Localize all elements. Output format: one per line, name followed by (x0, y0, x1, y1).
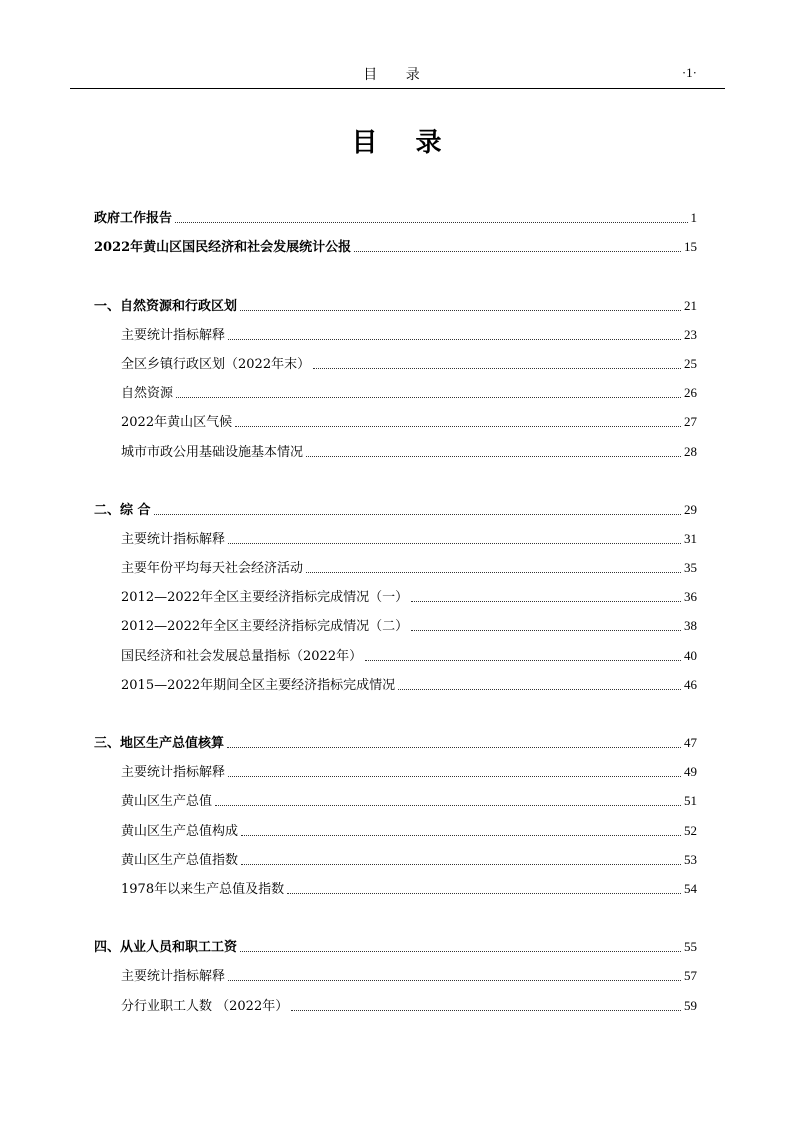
toc-entry-page-number: 55 (684, 939, 697, 955)
dot-leader (411, 629, 681, 631)
toc-entry-label: 全区乡镇行政区划（2022年末） (121, 356, 311, 372)
toc-entry-label: 分行业职工人数 （2022年） (121, 998, 289, 1014)
toc-entry-page-number: 28 (684, 443, 697, 459)
toc-entry[interactable] (94, 751, 697, 780)
dot-leader (306, 571, 681, 573)
dot-leader (241, 834, 681, 836)
toc-entry-label: 主要统计指标解释 (121, 531, 226, 547)
toc-entry[interactable] (94, 955, 697, 984)
toc-entry-label: 黄山区生产总值 (121, 794, 213, 810)
toc-entry[interactable] (94, 401, 697, 430)
toc-entry[interactable] (94, 576, 697, 605)
toc-entry-label: 二、综 合 (94, 502, 151, 518)
toc-entry-label: 黄山区生产总值指数 (121, 852, 239, 868)
toc-entry[interactable] (94, 314, 697, 343)
toc-entry-label: 四、从业人员和职工工资 (94, 940, 238, 956)
table-of-contents (94, 197, 697, 1014)
toc-entry-label: 2015—2022年期间全区主要经济指标完成情况 (121, 677, 396, 693)
toc-entry[interactable] (94, 664, 697, 693)
toc-entry-label: 国民经济和社会发展总量指标（2022年） (121, 648, 363, 664)
dot-leader (365, 659, 681, 661)
toc-entry-label: 2022年黄山区气候 (121, 415, 233, 431)
toc-entry[interactable] (94, 343, 697, 372)
toc-entry[interactable] (94, 868, 697, 897)
toc-entry[interactable] (94, 984, 697, 1013)
toc-entry-page-number: 35 (684, 560, 697, 576)
toc-entry-label: 主要统计指标解释 (121, 969, 226, 985)
toc-entry-label: 黄山区生产总值构成 (121, 823, 239, 839)
dot-leader (354, 250, 681, 252)
toc-entry-page-number: 47 (684, 735, 697, 750)
toc-section-entry[interactable] (94, 226, 697, 255)
dot-leader (227, 746, 681, 748)
toc-entry-label: 1978年以来生产总值及指数 (121, 881, 285, 897)
toc-entry-page-number: 59 (684, 997, 697, 1013)
dot-leader (287, 892, 681, 894)
toc-entry[interactable] (94, 430, 697, 459)
dot-leader (228, 775, 681, 777)
toc-entry-page-number: 31 (684, 530, 697, 546)
toc-entry-page-number: 49 (684, 764, 697, 780)
toc-entry-page-number: 57 (684, 968, 697, 984)
dot-leader (228, 338, 681, 340)
toc-entry-page-number: 29 (684, 501, 697, 517)
toc-entry-label: 2012—2022年全区主要经济指标完成情况（二） (121, 619, 409, 635)
dot-leader (228, 542, 681, 544)
toc-entry[interactable] (94, 372, 697, 401)
toc-entry-label: 2012—2022年全区主要经济指标完成情况（一） (121, 590, 409, 606)
dot-leader (228, 979, 681, 981)
toc-entry-page-number: 52 (684, 822, 697, 838)
running-title: 目 录 (363, 67, 432, 83)
toc-section-entry[interactable] (94, 197, 697, 226)
dot-leader (176, 396, 681, 398)
toc-entry-page-number: 25 (684, 355, 697, 371)
toc-section-entry[interactable] (94, 489, 697, 518)
toc-entry[interactable] (94, 839, 697, 868)
toc-entry-label: 自然资源 (121, 386, 174, 402)
toc-entry-label: 一、自然资源和行政区划 (94, 298, 238, 314)
page-number: ·1· (681, 65, 697, 80)
toc-entry[interactable] (94, 518, 697, 547)
dot-leader (411, 600, 681, 602)
toc-entry[interactable] (94, 634, 697, 663)
toc-entry-page-number: 1 (690, 210, 697, 226)
toc-section-entry[interactable] (94, 284, 697, 313)
dot-leader (398, 688, 681, 690)
toc-entry-label: 主要年份平均每天社会经济活动 (121, 561, 304, 577)
toc-entry-page-number: 36 (684, 589, 697, 605)
dot-leader (291, 1009, 681, 1011)
running-header (70, 62, 725, 89)
toc-section-entry[interactable] (94, 926, 697, 955)
toc-entry-label: 政府工作报告 (94, 211, 173, 227)
toc-entry-page-number: 23 (684, 326, 697, 342)
page-title: 目录 (351, 128, 480, 158)
toc-entry-page-number: 27 (684, 414, 697, 430)
toc-entry-page-number: 21 (684, 297, 697, 313)
toc-entry-page-number: 54 (684, 880, 697, 896)
dot-leader (175, 221, 687, 223)
dot-leader (154, 513, 681, 515)
toc-entry-page-number: 51 (684, 793, 697, 809)
dot-leader (306, 455, 681, 457)
toc-entry[interactable] (94, 780, 697, 809)
toc-section-entry[interactable] (94, 722, 697, 751)
toc-entry[interactable] (94, 605, 697, 634)
toc-entry-label: 城市市政公用基础设施基本情况 (121, 444, 304, 460)
dot-leader (240, 950, 681, 952)
dot-leader (235, 425, 681, 427)
dot-leader (240, 309, 681, 311)
dot-leader (313, 367, 681, 369)
toc-entry-label: 主要统计指标解释 (121, 765, 226, 781)
toc-entry[interactable] (94, 547, 697, 576)
toc-entry-page-number: 46 (684, 676, 697, 692)
toc-entry-page-number: 26 (684, 385, 697, 401)
toc-entry-label: 主要统计指标解释 (121, 327, 226, 343)
toc-entry-page-number: 15 (684, 239, 697, 255)
toc-entry[interactable] (94, 809, 697, 838)
dot-leader (215, 804, 681, 806)
toc-entry-page-number: 38 (684, 618, 697, 634)
toc-entry-page-number: 53 (684, 851, 697, 867)
dot-leader (241, 863, 681, 865)
toc-entry-label: 三、地区生产总值核算 (94, 736, 225, 751)
toc-entry-label: 2022年黄山区国民经济和社会发展统计公报 (94, 240, 352, 256)
toc-entry-page-number: 40 (684, 647, 697, 663)
